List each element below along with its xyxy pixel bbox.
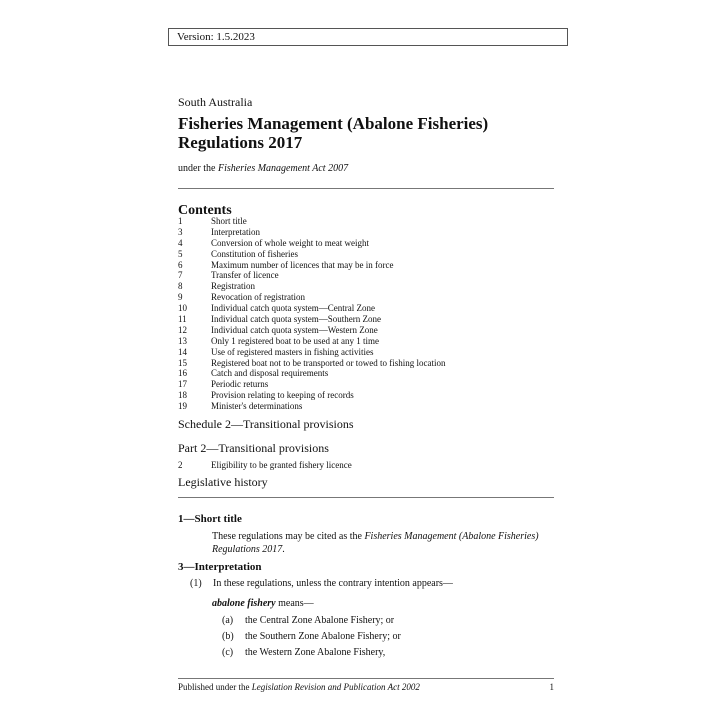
- toc-item-number: 7: [178, 270, 183, 281]
- toc-item-label: Constitution of fisheries: [211, 248, 298, 259]
- toc-item[interactable]: [178, 368, 558, 379]
- paragraph: [222, 646, 385, 659]
- toc-item-label: Transfer of licence: [211, 270, 279, 281]
- definition-suffix: means—: [275, 598, 314, 609]
- toc-item-label: Short title: [211, 216, 247, 226]
- toc-item-number: 15: [178, 357, 187, 368]
- enabling-act-name: Fisheries Management Act 2007: [218, 163, 349, 174]
- toc-item-number: 5: [178, 248, 183, 259]
- toc-item-number: 13: [178, 335, 187, 346]
- toc-item[interactable]: [178, 314, 558, 325]
- toc-item-label: Only 1 registered boat to be used at any 1 time: [211, 335, 379, 346]
- toc-item[interactable]: [178, 270, 558, 281]
- toc-item-label: Individual catch quota system—Southern Zone: [211, 314, 381, 325]
- toc-item-number: 14: [178, 346, 187, 357]
- toc-item-number: 10: [178, 303, 187, 314]
- section1-text-suffix: .: [282, 544, 285, 555]
- toc-item[interactable]: [178, 281, 558, 292]
- toc-item-label: Minister's determinations: [211, 401, 303, 412]
- paragraph-label: (c): [222, 647, 234, 658]
- toc-item[interactable]: [178, 260, 558, 271]
- toc-item-label: Registered boat not to be transported or towed to fishing location: [211, 357, 446, 368]
- section1-citation: Fisheries Management (Abalone Fisheries) Regulations 2017: [212, 531, 539, 555]
- page-number: 1: [549, 682, 554, 692]
- toc-item[interactable]: [178, 238, 558, 249]
- version-box: [168, 28, 568, 46]
- version-label: Version: 1.5.2023: [177, 31, 255, 43]
- toc-item-number: 2: [178, 460, 183, 470]
- toc-item-label: Maximum number of licences that may be in force: [211, 259, 394, 270]
- subsection-label: (1): [190, 578, 202, 589]
- toc-item[interactable]: [178, 401, 558, 412]
- paragraph: [222, 614, 394, 627]
- document-title: Fisheries Management (Abalone Fisheries) Regulations 2017: [178, 114, 489, 152]
- section-heading: 1—Short title: [178, 513, 242, 525]
- toc-item[interactable]: [178, 336, 558, 347]
- jurisdiction: South Australia: [178, 95, 253, 109]
- toc-item[interactable]: [178, 325, 558, 336]
- paragraph-text: the Western Zone Abalone Fishery,: [245, 647, 386, 658]
- footer-act: Legislation Revision and Publication Act 2002: [251, 682, 420, 692]
- toc-history[interactable]: Legislative history: [178, 475, 268, 489]
- section1-text-prefix: These regulations may be cited as the: [212, 531, 365, 542]
- subsection: [190, 577, 550, 590]
- paragraph-text: the Southern Zone Abalone Fishery; or: [245, 631, 401, 642]
- footer-prefix: Published under the: [178, 682, 252, 692]
- paragraph: [222, 630, 401, 643]
- toc-item-label: Periodic returns: [211, 379, 269, 390]
- table-of-contents: [178, 216, 558, 412]
- toc-item-number: 3: [178, 226, 183, 237]
- toc-item[interactable]: [178, 292, 558, 303]
- toc-item-number: 11: [178, 314, 187, 325]
- section-text: [212, 530, 552, 556]
- toc-part[interactable]: Part 2—Transitional provisions: [178, 441, 329, 455]
- toc-item-label: Revocation of registration: [211, 292, 305, 303]
- toc-item[interactable]: [178, 227, 558, 238]
- toc-item-number: 1: [178, 216, 183, 226]
- subsection-text: In these regulations, unless the contrary intention appears—: [213, 578, 453, 589]
- toc-item-label: Individual catch quota system—Central Zone: [211, 303, 375, 314]
- toc-schedule[interactable]: Schedule 2—Transitional provisions: [178, 417, 354, 431]
- toc-item[interactable]: [178, 460, 352, 470]
- toc-item[interactable]: [178, 358, 558, 369]
- section-heading: 3—Interpretation: [178, 561, 262, 573]
- toc-item-label: Use of registered masters in fishing activities: [211, 346, 374, 357]
- toc-item-label: Interpretation: [211, 226, 260, 237]
- toc-item-number: 16: [178, 368, 187, 379]
- toc-item-number: 8: [178, 281, 183, 292]
- toc-item-label: Registration: [211, 281, 255, 292]
- definition-term: abalone fishery: [212, 598, 276, 609]
- toc-item-number: 4: [178, 237, 183, 248]
- paragraph-label: (a): [222, 615, 234, 626]
- toc-item-number: 12: [178, 324, 187, 335]
- toc-item[interactable]: [178, 347, 558, 358]
- toc-item-label: Catch and disposal requirements: [211, 368, 329, 379]
- enabling-act-prefix: under the: [178, 163, 218, 174]
- toc-item-number: 6: [178, 259, 183, 270]
- toc-item[interactable]: [178, 303, 558, 314]
- toc-item-number: 18: [178, 390, 187, 401]
- toc-item-label: Provision relating to keeping of records: [211, 390, 354, 401]
- toc-item-number: 9: [178, 292, 183, 303]
- divider: [178, 497, 554, 498]
- paragraph-label: (b): [222, 631, 234, 642]
- toc-item-label: Conversion of whole weight to meat weight: [211, 237, 369, 248]
- toc-item-number: 17: [178, 379, 187, 390]
- toc-item-number: 19: [178, 401, 187, 412]
- paragraph-text: the Central Zone Abalone Fishery; or: [245, 615, 395, 626]
- divider: [178, 678, 554, 679]
- enabling-act-line: [178, 163, 348, 174]
- divider: [178, 188, 554, 189]
- toc-item[interactable]: [178, 379, 558, 390]
- toc-item[interactable]: [178, 390, 558, 401]
- definition: [212, 597, 314, 610]
- toc-item-label: Individual catch quota system—Western Zone: [211, 324, 378, 335]
- toc-item-label: Eligibility to be granted fishery licence: [211, 460, 352, 470]
- page-footer: [178, 682, 554, 692]
- toc-item[interactable]: [178, 216, 558, 227]
- toc-item[interactable]: [178, 249, 558, 260]
- contents-heading: Contents: [178, 203, 232, 218]
